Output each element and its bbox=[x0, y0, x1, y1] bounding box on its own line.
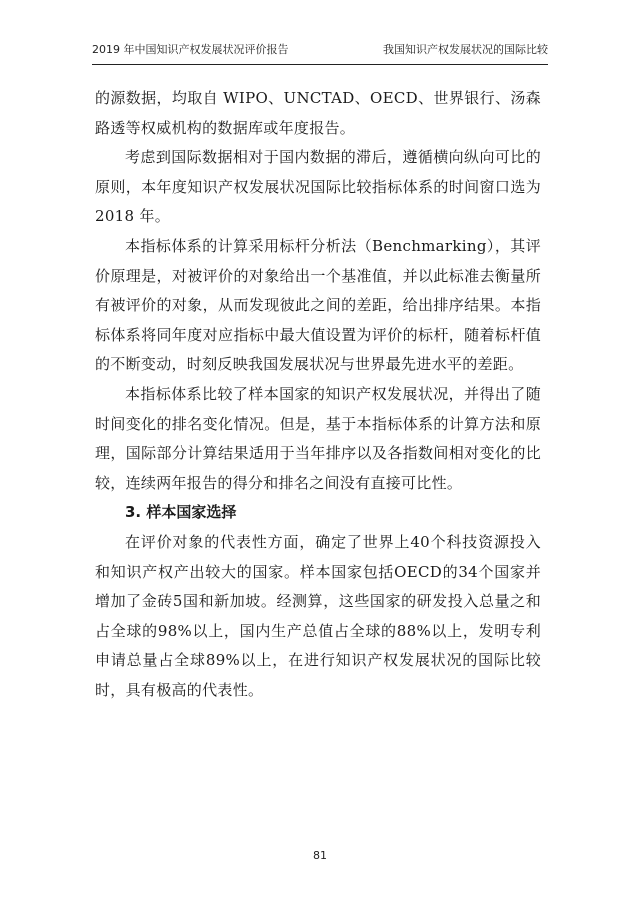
page-header bbox=[92, 34, 548, 65]
page-number: 81 bbox=[313, 849, 327, 862]
header-report-title: 2019 年中国知识产权发展状况评价报告 bbox=[92, 43, 289, 56]
paragraph-sample-countries: 在评价对象的代表性方面，确定了世界上40个科技资源投入和知识产权产出较大的国家。样本国家包括OECD的34个国家并增加了金砖5国和新加坡。经测算，这些国家的研发投入总量之和占全球的98%以上，国内生产总值占全球的88%以上，发明专利申请总量占全球89%以上，在进行知识产权发展状况的国际比较时，具有极高的代表性。 bbox=[95, 532, 541, 699]
paragraph-data-sources: 的源数据，均取自 WIPO、UNCTAD、OECD、世界银行、汤森路透等权威机构的数据库或年度报告。 bbox=[95, 89, 541, 137]
header-chapter-title: 我国知识产权发展状况的国际比较 bbox=[383, 43, 548, 56]
paragraph-ranking-comparability: 本指标体系比较了样本国家的知识产权发展状况，并得出了随时间变化的排名变化情况。但是，基于本指标体系的计算方法和原理，国际部分计算结果适用于当年排序以及各指数间相对变化的比较，连续两年报告的得分和排名之间没有直接可比性。 bbox=[95, 384, 541, 492]
page-body bbox=[95, 84, 541, 705]
paragraph-time-window: 考虑到国际数据相对于国内数据的滞后，遵循横向纵向可比的原则，本年度知识产权发展状况国际比较指标体系的时间窗口选为 2018 年。 bbox=[95, 148, 541, 226]
paragraph-benchmarking: 本指标体系的计算采用标杆分析法（Benchmarking），其评价原理是，对被评价的对象给出一个基准值，并以此标准去衡量所有被评价的对象，从而发现彼此之间的差距，给出排序结果。本指标体系将同年度对应指标中最大值设置为评价的标杆，随着标杆值的不断变动，时刻反映我国发展状况与世界最先进水平的差距。 bbox=[95, 236, 541, 374]
section-heading-sample-countries: 3. 样本国家选择 bbox=[125, 503, 237, 522]
